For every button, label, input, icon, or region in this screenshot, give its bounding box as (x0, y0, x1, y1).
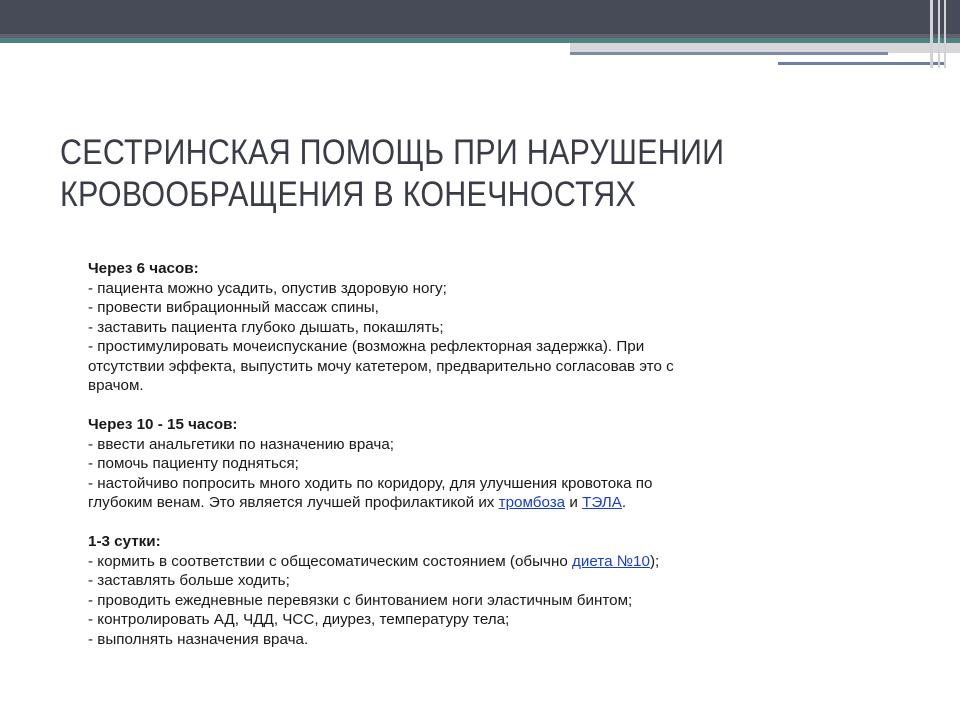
list-item: - выполнять назначения врача. (88, 630, 309, 648)
decorative-stripe (938, 0, 940, 68)
decorative-stripe (944, 0, 946, 68)
diet-10-link[interactable]: диета №10 (572, 552, 650, 570)
text-run: . (621, 494, 627, 511)
list-item-continuation (88, 493, 868, 513)
decorative-line-upper (570, 52, 888, 55)
section-heading: Через 6 часов: (88, 260, 199, 277)
list-item: - настойчиво попросить много ходить по коридору, для улучшения кровотока по (88, 474, 653, 492)
list-item: - помочь пациенту подняться; (88, 455, 299, 472)
slide-title-line: КРОВООБРАЩЕНИЯ В КОНЕЧНОСТЯХ (60, 175, 637, 214)
list-item-continuation: врачом. (88, 377, 144, 394)
section-heading: Через 10 - 15 часов: (88, 416, 238, 433)
section-1-3-days (88, 532, 868, 649)
list-item: - контролировать АД, ЧДД, ЧСС, диурез, температуру тела; (88, 611, 510, 628)
section-10-15-hours (88, 415, 868, 513)
text-run: ); (649, 552, 660, 570)
text-run: - кормить в соответствии с общесоматическим состоянием (обычно (88, 552, 572, 570)
list-item: - заставлять больше ходить; (88, 572, 290, 589)
list-item: - заставить пациента глубоко дышать, покашлять; (88, 318, 444, 336)
slide-title (60, 132, 773, 216)
list-item: - проводить ежедневные перевязки с бинтованием ноги эластичным бинтом; (88, 591, 633, 609)
list-item-continuation: отсутствии эффекта, выпустить мочу катетером, предварительно согласовав это с (88, 357, 674, 375)
section-6-hours (88, 259, 868, 396)
decorative-stripe (930, 0, 933, 68)
text-run: и (565, 494, 583, 511)
section-heading: 1-3 сутки: (88, 533, 161, 550)
list-item: - ввести анальгетики по назначению врача; (88, 435, 394, 453)
thrombosis-link[interactable]: тромбоза (498, 494, 566, 511)
slide-body (88, 259, 868, 669)
tela-link[interactable]: ТЭЛА (582, 494, 622, 511)
decorative-line-lower (778, 62, 944, 65)
text-run: глубоким венам. Это является лучшей профилактикой их (88, 494, 499, 511)
list-item (88, 552, 868, 572)
slide-title-line: СЕСТРИНСКАЯ ПОМОЩЬ ПРИ НАРУШЕНИИ (60, 133, 725, 172)
header-bar (0, 0, 960, 34)
list-item: - простимулировать мочеиспускание (возможна рефлекторная задержка). При (88, 338, 645, 355)
list-item: - провести вибрационный массаж спины, (88, 299, 379, 316)
list-item: - пациента можно усадить, опустив здоровую ногу; (88, 279, 447, 297)
